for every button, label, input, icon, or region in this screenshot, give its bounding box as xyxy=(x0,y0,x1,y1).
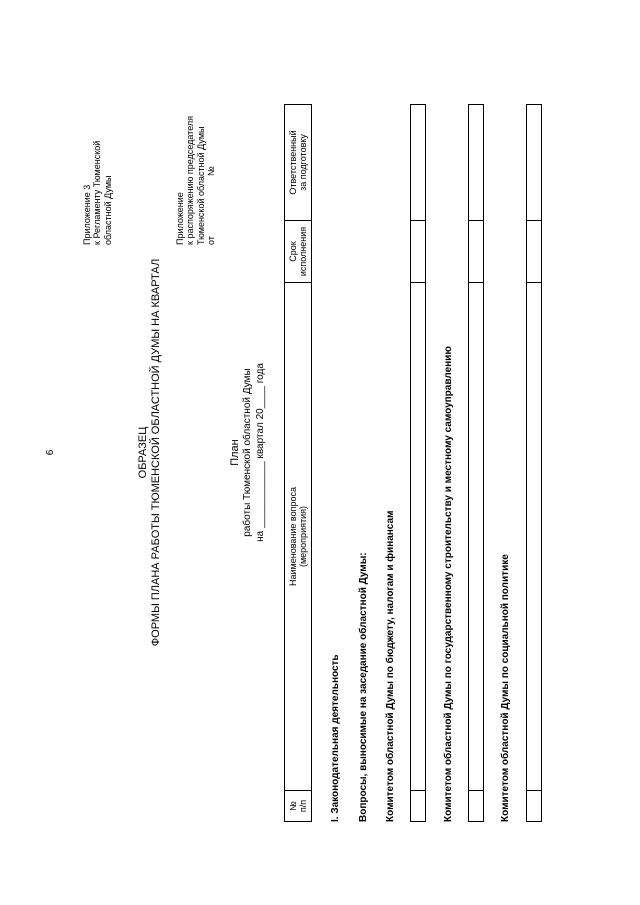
committee-heading-social: Комитетом областной Думы по социальной политике xyxy=(500,554,511,822)
column-divider xyxy=(469,790,483,791)
header-cell-responsible: Ответственный за подготовку xyxy=(287,130,308,195)
table-row xyxy=(410,104,426,822)
appendix-line-2: к Регламенту Тюменской xyxy=(92,140,103,245)
column-divider xyxy=(527,790,541,791)
order-line-4: от № xyxy=(206,166,217,245)
order-line-3: Тюменской областной Думы xyxy=(195,126,206,245)
column-divider xyxy=(469,282,483,283)
order-reference xyxy=(175,116,216,245)
plan-table-header xyxy=(284,104,312,822)
header-cell-number: № п/п xyxy=(287,799,308,813)
committee-heading-state-building: Комитетом областной Думы по государственному строительству и местному самоуправлению xyxy=(443,346,454,822)
forms-title: ФОРМЫ ПЛАНА РАБОТЫ ТЮМЕНСКОЙ ОБЛАСТНОЙ ДУМЫ НА КВАРТАЛ xyxy=(150,258,162,647)
plan-subtitle-2: на ____________ квартал 20____ года xyxy=(255,363,266,542)
column-divider xyxy=(527,282,541,283)
column-divider xyxy=(527,220,541,221)
table-row xyxy=(526,104,542,822)
plan-title: План xyxy=(229,439,241,466)
plan-subtitle-1: работы Тюменской областной Думы xyxy=(242,368,253,537)
table-row xyxy=(468,104,484,822)
column-divider xyxy=(411,220,425,221)
questions-label: Вопросы, выносимые на заседание областной Думы: xyxy=(358,552,369,822)
page-number: 6 xyxy=(45,449,56,456)
appendix-reference xyxy=(82,141,113,245)
section-heading: I. Законодательная деятельность xyxy=(330,654,341,822)
appendix-line-1: Приложение 3 xyxy=(82,184,92,245)
appendix-line-3: областной Думы xyxy=(102,175,113,245)
order-line-1: Приложение xyxy=(175,192,185,245)
column-divider xyxy=(285,790,311,791)
column-divider xyxy=(285,282,311,283)
column-divider xyxy=(285,220,311,221)
column-divider xyxy=(411,282,425,283)
order-line-2: к распоряжению председателя xyxy=(185,115,196,245)
column-divider xyxy=(469,220,483,221)
sample-label: ОБРАЗЕЦ xyxy=(137,426,149,479)
committee-heading-budget: Комитетом областной Думы по бюджету, налогам и финансам xyxy=(385,510,396,822)
column-divider xyxy=(411,790,425,791)
header-cell-term: Срок исполнения xyxy=(287,226,308,277)
header-cell-name: Наименование вопроса (мероприятия) xyxy=(287,487,308,586)
